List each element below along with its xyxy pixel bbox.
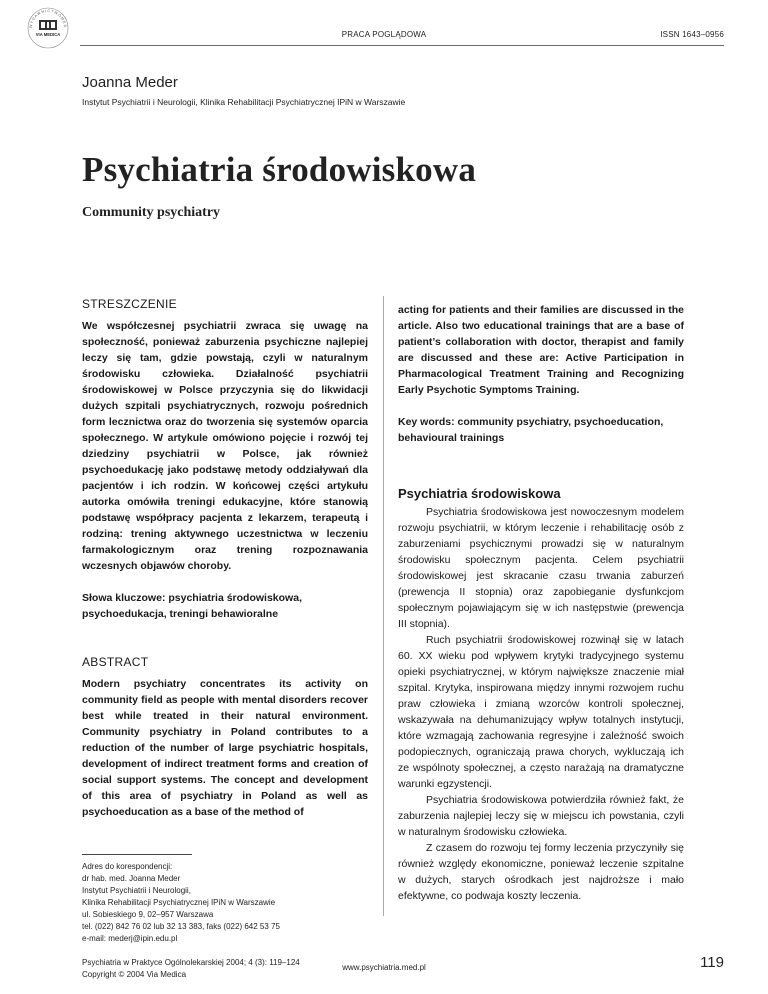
body-section-heading: Psychiatria środowiskowa	[398, 486, 561, 501]
abstract-keywords: Key words: community psychiatry, psychoeducation, behavioural trainings	[398, 416, 664, 444]
journal-url: www.psychiatria.med.pl	[342, 963, 426, 972]
streszczenie-heading: STRESZCZENIE	[82, 297, 177, 311]
via-medica-logo	[26, 6, 70, 50]
abstract-heading: ABSTRACT	[82, 655, 149, 669]
body-paragraph: Psychiatria środowiskowa jest nowoczesnym modelem rozwoju psychiatrii, w którym leczenie i rehabilitację osób z zaburzeniami psychicznymi prowadzi się w naturalnym środowisku społecznym pacjenta. Celem psychiatrii środowiskowej jest skracanie czasu trwania zaburzeń (prewencja II stopnia) oraz zapobieganie dysfunkcjom społecznym pojawiającym się w ich następstwie (prewencja III stopnia).	[398, 506, 684, 630]
header-rule	[80, 45, 724, 46]
logo-text: VIA MEDICA	[35, 32, 61, 37]
column-divider	[383, 296, 384, 916]
issn: ISSN 1643–0956	[660, 30, 724, 39]
body-paragraph: Psychiatria środowiskowa potwierdziła również fakt, że zaburzenia najlepiej leczy się w miejscu ich powstania, czyli w naturalnym środowisku człowieka.	[398, 794, 684, 838]
abstract-text-part2: acting for patients and their families are discussed in the article. Also two educational trainings that are a base of patient’s collaboration with doctor, therapist and family are discussed and these are: Active Participation in Pharmacological Treatment Training and Recognizing Early Psychotic Symptoms Training.	[398, 304, 684, 396]
abstract-text-part1: Modern psychiatry concentrates its activity on community field as people with mental disorders recover best while treated in their natural environment. Community psychiatry in Poland contributes to a reduction of the number of large psychiatric hospitals, development of indirect treatment forms and creation of social support systems. The concept and development of this area of psychiatry in Poland as well as psychoeducation as a base of the method of	[82, 678, 368, 818]
body-paragraph: Z czasem do rozwoju tej formy leczenia przyczyniły się również względy ekonomiczne, ponieważ leczenie szpitalne w dużych, starych ośrodkach jest najdroższe i mało efektywne, co podwaja koszty leczenia.	[398, 842, 684, 902]
author-name: Joanna Meder	[82, 74, 178, 91]
body-paragraph: Ruch psychiatrii środowiskowej rozwinął się w latach 60. XX wieku pod wpływem krytyki tradycyjnego systemu opieki psychiatrycznej, w którym największe znaczenie miał szpital. Krytyka, inspirowana między innymi rozwojem ruchu praw człowieka i zmianą wzorców kontroli społecznej, wskazywała na dehumanizujący wpływ totalnych instytucji, które wzmagają zachowania regresyjne i zależność swoich podopiecznych, ograniczają prawa chorych, wykluczają ich ze wspólnoty społecznej, a często narażają na dramatyczne warunki egzystencji.	[398, 634, 684, 790]
correspondence-heading: Adres do korespondencji:	[82, 862, 173, 871]
left-column	[82, 296, 368, 981]
right-column	[398, 302, 684, 904]
correspondence-institute: Instytut Psychiatrii i Neurologii,	[82, 886, 191, 895]
correspondence-street: ul. Sobieskiego 9, 02–957 Warszawa	[82, 910, 214, 919]
article-subtitle: Community psychiatry	[82, 205, 221, 220]
logo-arc-text: W Y D A W N I C T W O M E D	[28, 8, 68, 29]
streszczenie-keywords: Słowa kluczowe: psychiatria środowiskowa, psychoedukacja, treningi behawioralne	[82, 592, 302, 620]
citation-journal: Psychiatria w Praktyce Ogólnolekarskiej 2004; 4 (3): 119–124	[82, 958, 300, 967]
streszczenie-text: We współczesnej psychiatrii zwraca się uwagę na społeczność, ponieważ zaburzenia psychiczne najlepiej leczy się tam, gdzie powstają, czyli w naturalnym środowisku człowieka. Działalność psychiatrii środowiskowej w Polsce przyczynia się do likwidacji dużych szpitali psychiatrycznych, rozwoju pośrednich form lecznictwa oraz do tworzenia się systemów oparcia społecznego. W artykule omówiono pojęcie i rozwój tej dziedziny psychiatrii w Polsce, jak również psychoedukację jako podstawę metody oddziaływań dla pacjentów i ich rodzin. W końcowej części artykułu autorka omówiła treningi edukacyjne, które stanowią podstawę współpracy pacjenta z lekarzem, terapeutą i rodziną: trening aktywnego uczestnictwa w leczeniu farmakologicznym oraz trening rozpoznawania wczesnych objawów choroby.	[82, 320, 368, 572]
article-title: Psychiatria środowiskowa	[82, 150, 477, 189]
citation-copyright: Copyright © 2004 Via Medica	[82, 970, 187, 979]
correspondence-name: dr hab. med. Joanna Meder	[82, 874, 181, 883]
footnote-rule	[82, 854, 192, 855]
correspondence-phone: tel. (022) 842 76 02 lub 32 13 383, faks (022) 642 53 75	[82, 922, 280, 931]
correspondence-clinic: Klinika Rehabilitacji Psychiatrycznej IPiN w Warszawie	[82, 898, 276, 907]
correspondence-email: e-mail: mederj@ipin.edu.pl	[82, 934, 178, 943]
author-affiliation: Instytut Psychiatrii i Neurologii, Klinika Rehabilitacji Psychiatrycznej IPiN w Warszawie	[82, 97, 406, 107]
page-number: 119	[700, 954, 724, 971]
article-category: PRACA POGLĄDOWA	[341, 30, 427, 39]
